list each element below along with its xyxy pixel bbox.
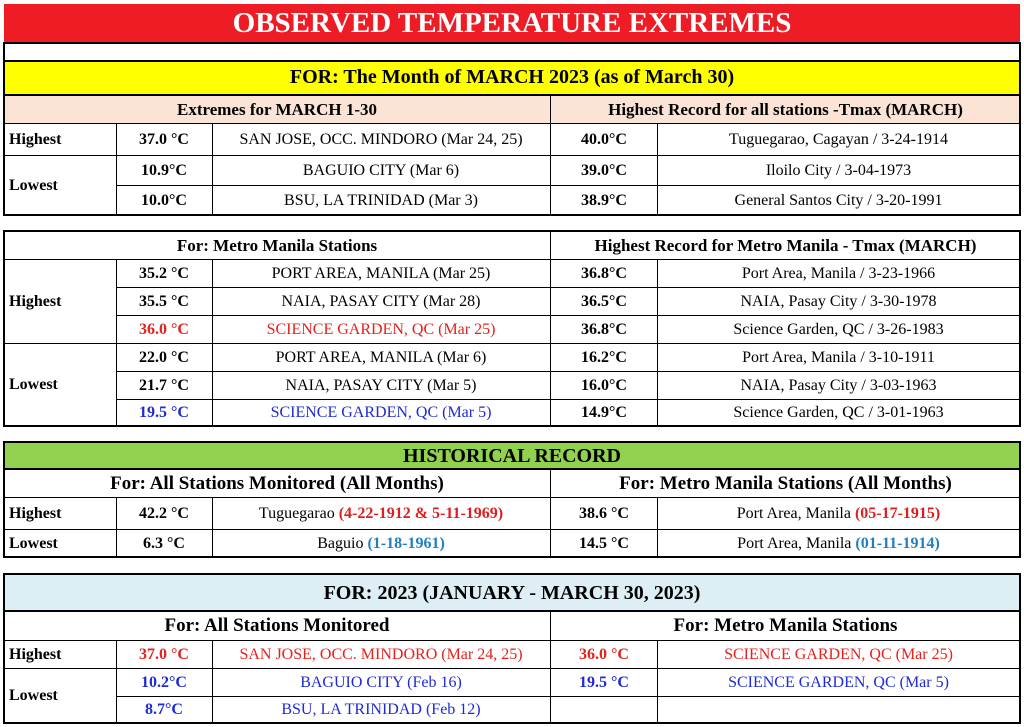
metro-record-station: NAIA, Pasay City / 3-30-1978 [740, 292, 937, 310]
month-station: BSU, LA TRINIDAD (Mar 3) [284, 191, 478, 209]
historical-highest-date: (4-22-1912 & 5-11-1969) [338, 504, 504, 522]
year-header: FOR: 2023 (JANUARY - MARCH 30, 2023) [323, 581, 701, 604]
month-temp: 37.0 °C [139, 130, 189, 148]
historical-lowest-station: Baguio [317, 534, 368, 552]
metro-station: NAIA, PASAY CITY (Mar 28) [281, 292, 481, 310]
month-left-title: Extremes for MARCH 1-30 [176, 99, 377, 119]
metro-station: SCIENCE GARDEN, QC (Mar 5) [270, 404, 492, 421]
metro-record-station: Science Garden, QC / 3-01-1963 [733, 404, 944, 421]
historical-mm-lowest-date: (01-11-1914) [855, 534, 940, 552]
metro-temp: 19.5 °C [139, 404, 189, 421]
metro-station: NAIA, PASAY CITY (Mar 5) [285, 376, 477, 394]
month-station: BAGUIO CITY (Mar 6) [302, 161, 460, 179]
metro-record-station: Science Garden, QC / 3-26-1983 [733, 320, 944, 338]
historical-lowest-label: Lowest [9, 534, 58, 552]
year-left-title: For: All Stations Monitored [164, 615, 390, 636]
metro-station: PORT AREA, MANILA (Mar 6) [275, 348, 487, 366]
year-mm-station: SCIENCE GARDEN, QC (Mar 25) [724, 645, 953, 663]
metro-record-station: NAIA, Pasay City / 3-03-1963 [740, 376, 937, 394]
year-station: SAN JOSE, OCC. MINDORO (Mar 24, 25) [239, 645, 523, 663]
year-temp: 37.0 °C [139, 645, 189, 663]
month-header: FOR: The Month of MARCH 2023 (as of March 30) [289, 66, 735, 88]
historical-right-title: For: Metro Manila Stations (All Months) [619, 472, 952, 494]
metro-temp: 35.2 °C [139, 264, 189, 282]
metro-record-temp: 36.8°C [581, 264, 627, 282]
year-lowest-label: Lowest [9, 687, 58, 704]
historical-highest-temp: 42.2 °C [139, 504, 189, 522]
year-station: BAGUIO CITY (Feb 16) [300, 673, 462, 691]
month-record-temp: 39.0°C [581, 161, 627, 179]
year-right-title: For: Metro Manila Stations [673, 615, 898, 636]
metro-record-temp: 16.2°C [581, 348, 627, 366]
page-title: OBSERVED TEMPERATURE EXTREMES [232, 6, 792, 39]
year-highest-label: Highest [9, 645, 62, 663]
historical-lowest-station-cell [212, 530, 550, 557]
historical-mm-highest-temp: 38.6 °C [579, 504, 629, 522]
historical-highest-label: Highest [9, 504, 62, 522]
metro-lowest-label: Lowest [9, 376, 58, 393]
historical-left-title: For: All Stations Monitored (All Months) [110, 472, 444, 494]
historical-mm-highest-station: Port Area, Manila [736, 504, 855, 522]
historical-header: HISTORICAL RECORD [402, 444, 622, 467]
month-record-station: Iloilo City / 3-04-1973 [765, 161, 912, 179]
metro-record-station: Port Area, Manila / 3-10-1911 [742, 348, 935, 366]
metro-left-title: For: Metro Manila Stations [176, 235, 378, 255]
metro-record-station: Port Area, Manila / 3-23-1966 [741, 264, 936, 282]
metro-temp: 22.0 °C [139, 348, 189, 366]
historical-highest-station-cell [212, 498, 550, 529]
metro-temp: 35.5 °C [139, 292, 189, 310]
year-mm-station [657, 697, 1020, 723]
month-temp: 10.9°C [141, 161, 187, 179]
metro-highest-label: Highest [9, 292, 62, 310]
month-temp: 10.0°C [141, 191, 187, 209]
month-right-title: Highest Record for all stations -Tmax (MARCH) [608, 99, 963, 119]
metro-station: SCIENCE GARDEN, QC (Mar 25) [266, 320, 496, 338]
year-mm-temp [551, 697, 657, 723]
historical-mm-lowest-station-cell [657, 530, 1020, 557]
metro-temp: 36.0 °C [139, 320, 189, 338]
year-mm-temp: 19.5 °C [579, 673, 629, 691]
historical-mm-lowest-station: Port Area, Manila [737, 534, 856, 552]
month-station: SAN JOSE, OCC. MINDORO (Mar 24, 25) [239, 130, 523, 148]
metro-right-title: Highest Record for Metro Manila - Tmax (MARCH) [594, 235, 977, 255]
metro-record-temp: 36.8°C [581, 320, 627, 338]
metro-temp: 21.7 °C [139, 376, 189, 394]
year-station: BSU, LA TRINIDAD (Feb 12) [281, 701, 481, 718]
metro-record-temp: 16.0°C [581, 376, 627, 394]
historical-mm-lowest-temp: 14.5 °C [579, 534, 629, 552]
year-mm-station: SCIENCE GARDEN, QC (Mar 5) [728, 673, 949, 691]
year-mm-temp: 36.0 °C [579, 645, 629, 663]
metro-station: PORT AREA, MANILA (Mar 25) [271, 264, 491, 282]
metro-record-temp: 36.5°C [581, 292, 627, 310]
month-highest-label: Highest [9, 130, 62, 148]
month-record-temp: 38.9°C [581, 191, 627, 209]
historical-lowest-date: (1-18-1961) [367, 534, 445, 552]
month-record-station: General Santos City / 3-20-1991 [734, 191, 943, 209]
month-record-temp: 40.0°C [581, 130, 627, 148]
historical-lowest-temp: 6.3 °C [143, 534, 185, 552]
year-temp: 10.2°C [141, 673, 187, 691]
metro-record-temp: 14.9°C [581, 404, 627, 421]
historical-highest-station: Tuguegarao [258, 504, 339, 522]
year-temp: 8.7°C [145, 701, 183, 718]
month-record-station: Tuguegarao, Cagayan / 3-24-1914 [729, 130, 948, 148]
historical-mm-highest-date: (05-17-1915) [854, 504, 941, 522]
month-lowest-label: Lowest [9, 176, 58, 194]
historical-mm-highest-station-cell [657, 498, 1020, 529]
